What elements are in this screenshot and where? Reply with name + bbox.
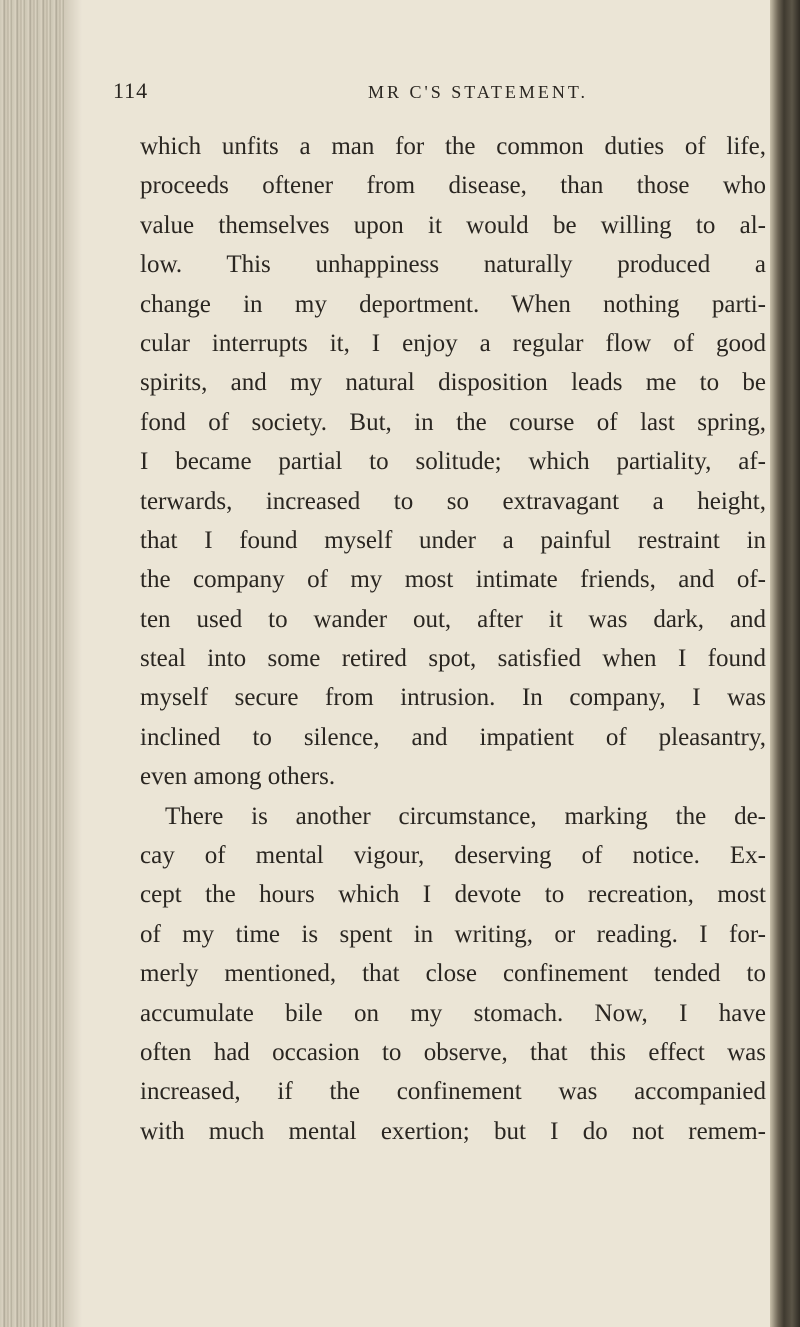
text-line: ten used to wander out, after it was dark, and	[140, 605, 766, 633]
paragraph-end-line: even among others.	[140, 763, 336, 791]
text-line: I became partial to solitude; which partiality, af-	[140, 448, 766, 476]
text-line: myself secure from intrusion. In company, I was	[140, 684, 766, 712]
book-binding-edge	[770, 0, 800, 1327]
text-line: fond of society. But, in the course of last spring,	[140, 408, 766, 436]
text-line: cular interrupts it, I enjoy a regular flow of good	[140, 329, 766, 357]
text-line: accumulate bile on my stomach. Now, I have	[140, 999, 766, 1027]
text-line: increased, if the confinement was accompanied	[140, 1078, 766, 1106]
text-line: the company of my most intimate friends, and of-	[140, 566, 766, 594]
book-gutter-edge	[0, 0, 64, 1327]
paragraph-start-line: There is another circumstance, marking the de-	[165, 802, 766, 830]
text-line: value themselves upon it would be willing to al-	[140, 211, 766, 239]
page-header	[113, 78, 673, 118]
page-number: 114	[113, 78, 149, 103]
text-line: inclined to silence, and impatient of pleasantry,	[140, 723, 766, 751]
text-line: which unfits a man for the common duties of life,	[140, 133, 766, 160]
text-line: steal into some retired spot, satisfied when I found	[140, 645, 766, 673]
text-line: cay of mental vigour, deserving of notice. Ex-	[140, 842, 766, 870]
text-line: terwards, increased to so extravagant a height,	[140, 487, 766, 515]
text-line: change in my deportment. When nothing parti-	[140, 290, 766, 318]
text-line: proceeds oftener from disease, than those who	[140, 172, 766, 200]
text-line: often had occasion to observe, that this effect was	[140, 1038, 766, 1066]
text-line: cept the hours which I devote to recreation, most	[140, 881, 766, 909]
text-line: that I found myself under a painful restraint in	[140, 526, 766, 554]
text-line: low. This unhappiness naturally produced a	[140, 251, 766, 279]
text-line: of my time is spent in writing, or reading. I for-	[140, 920, 766, 948]
text-line: spirits, and my natural disposition leads me to be	[140, 369, 766, 397]
text-line: with much mental exertion; but I do not remem-	[140, 1117, 766, 1145]
running-head: MR C'S STATEMENT.	[368, 82, 588, 102]
body-text	[140, 127, 766, 1151]
text-line: merly mentioned, that close confinement tended to	[140, 960, 766, 988]
